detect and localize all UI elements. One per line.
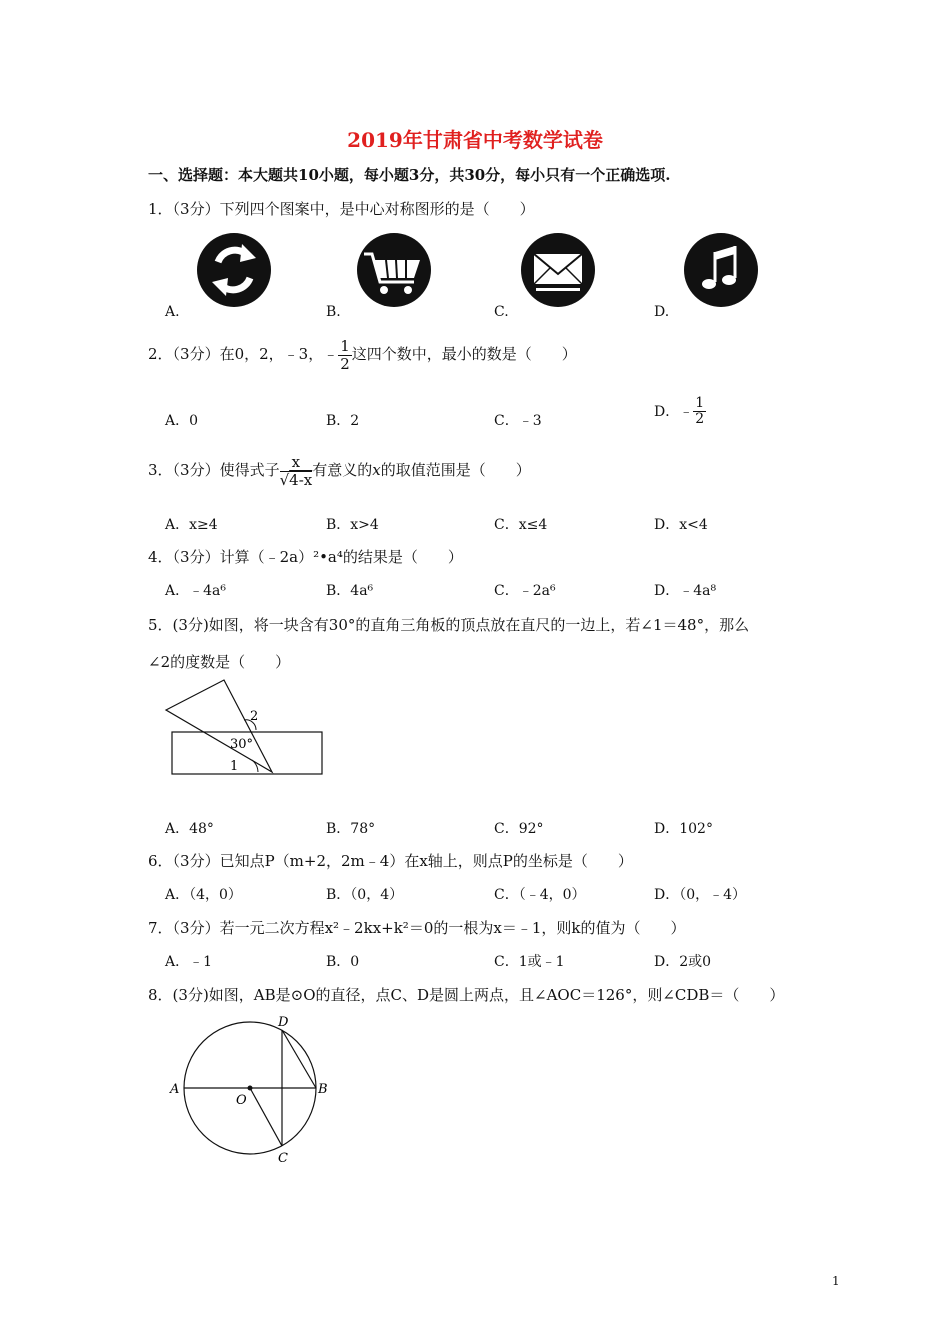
question-3-stem (148, 454, 531, 488)
question-4-stem: 4．（3分）计算（﹣2a）²•a⁴的结果是（ ） (148, 548, 463, 566)
section-heading: 一、选择题：本大题共10小题，每小题3分，共30分，每小只有一个正确选项. (148, 166, 671, 184)
question-6-stem: 6．（3分）已知点P（m+2，2m﹣4）在x轴上，则点P的坐标是（ ） (148, 852, 633, 870)
q1-option-d: D. (654, 304, 670, 320)
question-7-stem: 7．（3分）若一元二次方程x²﹣2kx+k²＝0的一根为x＝﹣1，则k的值为（ ） (148, 919, 686, 937)
q3-option-a: A．x≥4 (165, 517, 218, 533)
question-5-stem-line1: 5．(3分)如图，将一块含有30°的直角三角板的顶点放在直尺的一边上，若∠1＝48°，那么 (148, 616, 750, 634)
q4-option-c: C．﹣2a⁶ (494, 583, 556, 599)
q7-option-d: D．2或0 (654, 954, 712, 970)
q3-stem-pre: 3．（3分）使得式子 (148, 461, 280, 479)
question-5-stem-line2: ∠2的度数是（ ） (148, 653, 291, 671)
circle-figure (164, 1012, 344, 1164)
shopping-cart-icon (356, 232, 432, 308)
q6-option-b: B．（0，4） (326, 887, 404, 903)
q2-option-b: B．2 (326, 413, 360, 429)
music-notes-icon (683, 232, 759, 308)
label-d: D (278, 1015, 289, 1030)
q7-option-a: A．﹣1 (165, 954, 213, 970)
q5-option-c: C．92° (494, 821, 544, 837)
question-8-stem: 8．(3分)如图，AB是⊙O的直径，点C、D是圆上两点，且∠AOC＝126°，则∠CDB＝（ ） (148, 986, 785, 1004)
label-a: A (170, 1082, 180, 1097)
q2-option-a: A．0 (165, 413, 199, 429)
envelope-icon (520, 232, 596, 308)
q3-variable: x (372, 461, 381, 479)
q2-stem-post: 这四个数中，最小的数是（ ） (351, 345, 577, 363)
q6-option-d: D．（0，﹣4） (654, 887, 747, 903)
q5-option-d: D．102° (654, 821, 713, 837)
q3-stem-post: 有意义的 (312, 461, 373, 479)
fig-label-30: 30° (230, 737, 254, 752)
q5-option-b: B．78° (326, 821, 376, 837)
q2-frac-num: 1 (340, 337, 350, 355)
q3-option-b: B．x>4 (326, 517, 379, 533)
q1-option-a: A. (165, 304, 180, 320)
q7-option-b: B．0 (326, 954, 360, 970)
q2-option-d-pre: D．﹣ (654, 403, 694, 420)
q2-fraction (338, 338, 352, 372)
q3-frac-num: x (280, 454, 313, 472)
question-2-stem (148, 338, 577, 372)
page-title: 2019年甘肃省中考数学试卷 (347, 128, 603, 152)
fig-label-1: 1 (230, 759, 239, 774)
radius-oc (250, 1088, 282, 1146)
q3-option-c: C．x≤4 (494, 517, 548, 533)
q4-option-d: D．﹣4a⁸ (654, 583, 717, 599)
q2-d-frac-num: 1 (695, 395, 705, 411)
q1-option-b: B. (326, 304, 341, 320)
label-o: O (236, 1093, 247, 1108)
q3-option-d: D．x<4 (654, 517, 708, 533)
question-1-stem: 1．（3分）下列四个图案中，是中心对称图形的是（ ） (148, 200, 535, 218)
q2-option-d-fraction (693, 396, 706, 428)
center-point (248, 1086, 253, 1091)
label-c: C (278, 1151, 288, 1164)
q3-fraction (280, 454, 313, 488)
q7-option-c: C．1或﹣1 (494, 954, 565, 970)
q5-option-a: A．48° (165, 821, 214, 837)
q2-d-frac-den: 2 (695, 411, 705, 428)
q3-frac-den: √4-x (279, 470, 313, 489)
q2-frac-den: 2 (340, 354, 350, 373)
label-b: B (318, 1082, 328, 1097)
q4-option-b: B．4a⁶ (326, 583, 374, 599)
page-number: 1 (832, 1274, 840, 1288)
q2-option-d (654, 396, 706, 428)
triangle-ruler-figure (160, 676, 330, 780)
q2-stem-pre: 2．（3分）在0，2，﹣3，﹣ (148, 345, 339, 363)
q2-option-c: C．﹣3 (494, 413, 542, 429)
chord-db (282, 1030, 316, 1088)
q3-frac-den-radicand: 4-x (289, 470, 313, 489)
set-square-triangle (166, 680, 272, 772)
fig-label-2: 2 (250, 709, 259, 724)
q3-stem-end: 的取值范围是（ ） (380, 461, 531, 479)
q4-option-a: A．﹣4a⁶ (165, 583, 226, 599)
q6-option-a: A．（4，0） (165, 887, 242, 903)
q1-option-c: C. (494, 304, 509, 320)
q6-option-c: C．（﹣4，0） (494, 887, 586, 903)
recycle-arrows-icon (196, 232, 272, 308)
